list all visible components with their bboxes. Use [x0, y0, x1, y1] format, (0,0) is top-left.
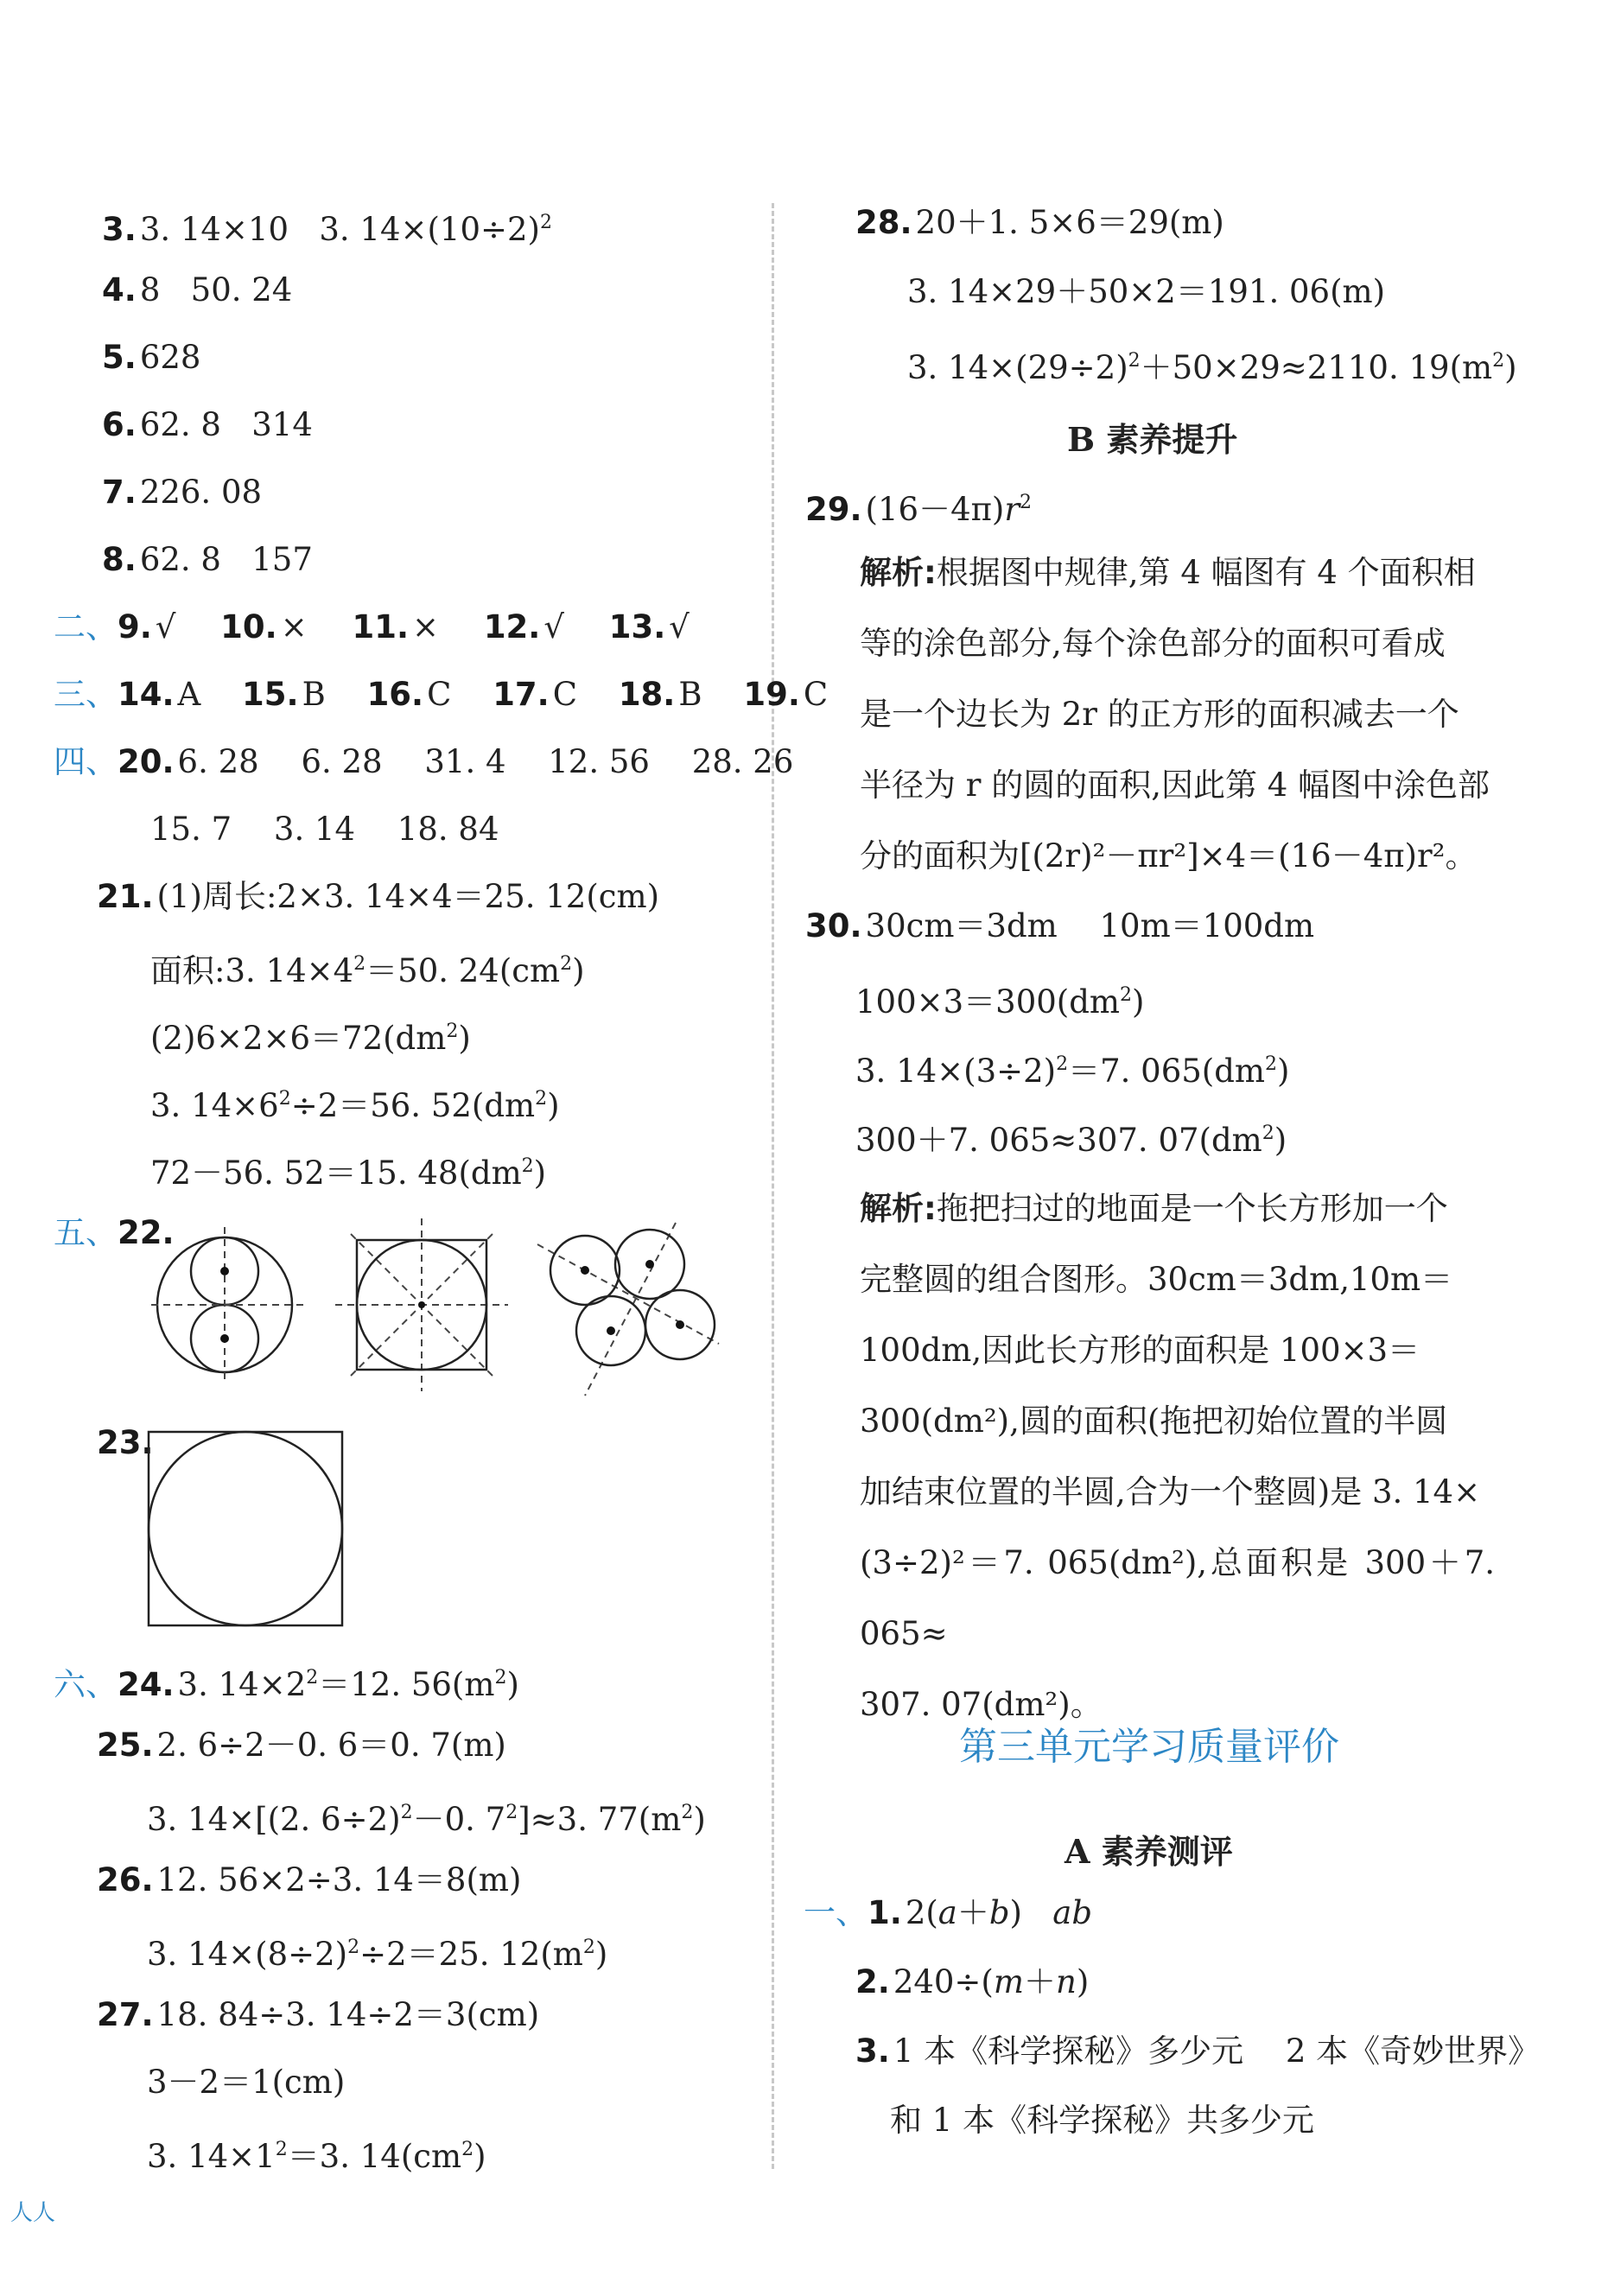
answer-25-line2: 3. 14×[(2. 6÷2)$^2$－0. $7^2]\approx 3$. $77(m^2)$ [147, 1801, 706, 1838]
column-divider [772, 203, 774, 2169]
answer-30-line2: $100\times 3=300(dm^2)$ [855, 983, 1145, 1021]
answer-4: 4. 8 50. 24 [102, 271, 293, 308]
answer-28-line3: 3. $14\times(29\div 2)^2+50\times 29\approx 2110$. $19(m^2)$ [907, 349, 1517, 386]
answer-29-explanation: 解析:根据图中规律,第 4 幅图有 4 个面积相 等的涂色部分,每个涂色部分的面积可看成 是一个边长为 2r 的正方形的面积减去一个 半径为 r 的圆的面积,因此第 4 幅图中涂色部 分的面积为[(2r)²－πr²]×4＝(16－4π)r²。 [860, 554, 1490, 875]
q23-figure [147, 1430, 346, 1629]
answer-7: 7. 226. 08 [102, 474, 263, 511]
unit3-answer-3-line1: 3. 1 本《科学探秘》多少元 2 本《奇妙世界》 [855, 2032, 1541, 2070]
answer-25-line1: 25. 2. 6÷2－0. 6＝0. 7(m) [97, 1727, 506, 1764]
answer-23: 23. [97, 1424, 154, 1461]
section-3-choice: 三、14. A 15. B 16. C 17. C 18. B 19. C [54, 676, 829, 713]
answer-21-line1: 21. (1)周长:2×3. 14×4＝25. 12(cm) [97, 878, 660, 915]
q22-figure-1 [151, 1227, 307, 1383]
answer-26-line2: 3. $14\times(8\div 2)^2\div 2=25$. $12(m^2)$ [147, 1936, 608, 1973]
section-4-answer-20: 四、20. 6. 28 6. 28 31. 4 12. 56 28. 26 [54, 743, 794, 780]
section-2-judgement: 二、9. √ 10. × 11. × 12. √ 13. √ [54, 608, 690, 646]
unit3-answer-3-line2: 和 1 本《科学探秘》共多少元 [890, 2102, 1315, 2139]
answer-5: 5. 628 [102, 339, 201, 376]
answer-30-explanation: 解析:拖把扫过的地面是一个长方形加一个 完整圆的组合图形。30cm＝3dm,10m＝ 100dm,因此长方形的面积是 100×3＝ 300(dm²),圆的面积(拖把初始位置的半圆 加结束位置的半圆,合为一个整圆)是 3. 14× (3÷2)²＝7. 065(dm²),总面积是 300＋7. 065≈ 307. 07(dm²)。 [860, 1190, 1495, 1723]
unit-3-title: 第三单元学习质量评价 [959, 1725, 1339, 1769]
unit3-answer-1: 一、1. 2(a＋b) ab [804, 1894, 1093, 1931]
section-6-answer-24: 六、24. 3. $14\times 2^2=12$. $56(m^2)$ [54, 1666, 519, 1703]
answer-8: 8. 62. 8 157 [102, 541, 313, 578]
heading-b-improvement: B 素养提升 [1067, 420, 1238, 459]
answer-27-line2: 3－2＝1(cm) [147, 2064, 346, 2101]
section-5-answer-22: 五、22. [54, 1214, 175, 1251]
answer-26-line1: 26. 12. 56×2÷3. 14＝8(m) [97, 1861, 522, 1898]
unit3-answer-2: 2. 240÷(m＋n) [855, 1963, 1090, 2000]
answer-30-line4: 300＋7. 065≈307. $07(dm^2)$ [855, 1122, 1287, 1159]
answer-21-line3: $(2)6\times 2\times 6=72(dm^2)$ [150, 1020, 471, 1057]
q22-figure-3 [537, 1223, 728, 1396]
answer-28-line1: 28. 20＋1. 5×6＝29(m) [855, 204, 1224, 241]
answer-21-line4: 3. $14\times 6^2\div 2=56$. $52(dm^2)$ [150, 1087, 560, 1124]
answer-28-line2: 3. 14×29＋50×2＝191. 06(m) [907, 273, 1386, 310]
footer-logo: 人人 [10, 2200, 56, 2226]
answer-30-line1: 30. 30cm＝3dm 10m＝100dm [805, 907, 1315, 944]
answer-20-row2: 15. 7 3. 14 18. 84 [150, 811, 499, 848]
answer-30-line3: 3. $14\times(3\div 2)^2=7$. $065(dm^2)$ [855, 1053, 1290, 1090]
answer-27-line1: 27. 18. 84÷3. 14÷2＝3(cm) [97, 1996, 540, 2033]
answer-21-line5: 72－56. 52＝15. $48(dm^2)$ [150, 1154, 547, 1192]
answer-29: 29. $(16-4\pi)r^2$ [805, 491, 1033, 528]
q22-figure-2 [335, 1218, 508, 1391]
answer-27-line3: 3. $14\times 1^2=3$. $14(cm^2)$ [147, 2138, 486, 2175]
heading-a-assessment: A 素养测评 [1065, 1832, 1233, 1871]
answer-3: 3. 3. 14×10 3. $14\times(10\div 2)^2$ [102, 211, 552, 248]
answer-6: 6. 62. 8 314 [102, 406, 313, 443]
answer-21-line2: 面积:3. $14\times 4^2=50$. $24(cm^2)$ [150, 952, 585, 989]
